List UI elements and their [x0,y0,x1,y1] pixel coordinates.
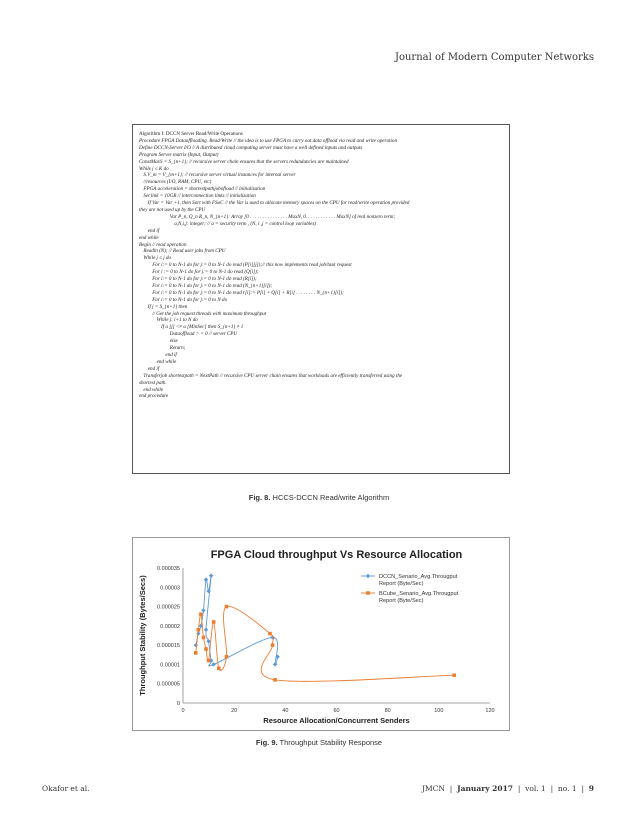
footer-page: 9 [588,784,594,793]
legend-marker-bcube [366,591,370,595]
data-point-bcube [199,612,203,616]
data-point-bcube [197,628,201,632]
x-tick-label: 20 [231,708,238,714]
y-tick-label: 0.00001 [160,662,180,669]
algorithm-line: // Get the job request threads with maximum throughput [152,310,267,317]
fig9-label: Fig. 9. [255,738,278,747]
data-point-bcube [271,643,275,647]
data-point-bcube [452,673,456,677]
footer-issue [422,784,594,793]
data-point-bcube [212,620,216,624]
data-point-bcube [194,651,198,655]
y-tick-label: 0.000015 [157,643,180,650]
series-line-bcube [196,606,454,681]
algorithm-line: For i := 0 to N-1 do for j:= 0 to N-1 do read (Q[i]); [152,269,259,276]
algorithm-line: S.V_m = V_{m+1}; // recursive server virtual instances for internal server [143,172,296,179]
footer-journal: JMCN [421,784,445,793]
legend-label-cont: Report (Byte/Sec) [379,581,424,587]
series-line-dccn [196,575,278,667]
y-tick-label: 0.00002 [160,623,180,630]
chart-title: FPGA Cloud throughput Vs Resource Allocation [210,549,463,561]
x-axis-label: Resource Allocation/Concurrent Senders [263,716,410,725]
data-point-dccn [212,662,216,666]
algorithm-box [132,124,510,474]
algorithm-line: end while [139,234,159,241]
algorithm-line: Define DCCN-Server I/O // A distributed cloud computing server must have a well defined inputs and outputs [139,144,363,151]
algorithm-line: FPGA acceleration = shortestpathjobofload // initialization [143,186,266,193]
fig9-text: Throughput Stability Response [277,738,383,747]
algorithm-line: Var P_n, Q_n R_n, N_{n+1}: Array [0 . . . . . . . . . . . . . . . MaxN, 0. . . . . . . . . . . . MaxN] of real nonzero term; [169,213,396,220]
legend-label-cont: Report (Byte/Sec) [379,598,424,604]
algorithm-line: ConstMaxS = S_{n+1}; // recursive server chain ensures that the servers redundancies are maintained [139,158,349,165]
algorithm-line: For i:= 0 to N-1 do for j:= 0 to N do [152,296,228,303]
footer-sep: | [550,784,554,793]
data-point-dccn [194,643,198,647]
y-tick-label: 0.00003 [160,585,180,592]
algorithm-line: Begin // read operation [139,241,187,248]
algorithm-line: end while [156,358,177,365]
footer-date: January 2017 [457,784,514,793]
algorithm-line: While j ≤ j do [143,255,172,262]
data-point-bcube [273,678,277,682]
algorithm-line: end if [147,227,160,234]
footer-sep: | [581,784,584,793]
algorithm-line: end procedure [139,393,169,400]
algorithm-line: For i:= 0 to N-1 do for j:= 0 to N-1 do read (R[i]); [152,276,257,283]
fig8-label: Fig. 8. [248,493,271,502]
algorithm-line: end if [165,352,177,358]
data-point-dccn [204,577,208,581]
y-tick-label: 0.000005 [157,681,180,688]
footer-number: no. 1 [557,784,577,793]
algorithm-line: Dataoffload > = 0 // server CPU [169,331,238,338]
algorithm-line: Readln (N); // Read user jobs from CPU [143,248,226,255]
data-point-dccn [206,639,210,643]
throughput-chart [133,538,509,730]
algorithm-line: While j: i+1 to N do [156,317,198,324]
algorithm-line: For i:= 0 to N-1 do for j:= 0 to N-1 do read r[i]:= P[i] + Q[i] + R[i] . . . . . . . . N_{n+1}[i]); [152,289,344,296]
algorithm-line: Transferjob shortestpath = NextPath // recursive CPU server chain ensures that workloads are efficiently transferred using the [143,372,403,379]
fig8-text: HCCS-DCCN Read/write Algorithm [270,493,390,502]
data-point-bcube [225,655,229,659]
chart-container [132,537,510,731]
x-tick-label: 80 [384,708,391,714]
algorithm-line: end while [143,386,164,393]
algorithm-line: they are not used up by the CPU [139,206,206,213]
data-point-dccn [201,608,205,612]
algorithm-line: Program Server matrix (Input, Output) [139,151,219,158]
footer-volume: vol. 1 [525,784,546,793]
y-tick-label: 0.000035 [157,566,180,572]
algorithm-line: For i:= 0 to N-1 do for j:= 0 to N-1 do read (N_{n+1}[i]); [152,282,273,289]
data-point-bcube [204,647,208,651]
journal-header: Journal of Modern Computer Networks [394,52,594,63]
algorithm-line: If a [j] <≠ a [MinSec] then S_{n+1} ≠ 1 [161,324,244,331]
data-point-bcube [268,632,272,636]
x-tick-label: 60 [333,708,340,714]
footer-sep: | [517,784,521,793]
fig8-caption [0,493,638,502]
x-tick-label: 120 [485,708,495,714]
data-point-bcube [207,659,211,663]
algorithm-line: end if [147,365,160,372]
fig9-caption [0,738,638,747]
algorithm-line: a,N,i,j: integer; // a = security term , (N, i ,j = control loop variables) [174,220,317,227]
y-tick-label: 0 [176,701,180,707]
algorithm-line: Procedure FPGA Dataoffloading. Read/Write // the idea is to use FPGA to carry out data offload via read and write operation [139,137,398,144]
x-tick-label: 100 [434,708,444,714]
data-point-bcube [217,666,221,670]
data-point-bcube [225,605,229,609]
algorithm-line: Algorithm I: DCCN Server Read/Write Operations [139,131,243,137]
legend-label: DCCN_Senario_Avg.Througput [379,574,458,580]
footer-authors: Okafor et al. [42,784,90,793]
data-point-dccn [209,574,213,578]
algorithm-line: Return; [169,345,186,352]
algorithm-line: //resources (I/O, RAM, CPU, etc) [143,179,212,186]
legend-marker-dccn [366,574,370,578]
algorithm-line: While j ≤ K do [139,165,169,172]
algorithm-line: shortest path. [139,379,167,386]
algorithm-line: else [169,338,178,345]
y-axis-label: Throughput Stability (Bytes/Secs) [138,575,147,696]
x-tick-label: 40 [282,708,289,714]
algorithm-line: For i:= 0 to N-1 do for j:= 0 to N-1 do read (P[i][j]);// this now implements read job/task request [152,262,352,269]
y-tick-label: 0.000025 [157,604,180,611]
algorithm-line: Set link = 10GB // interconnection links // initialization [143,193,256,200]
algorithm-line: If Var = Var +1, then Sort with FSoC // the Var is used to allocate memory spaces on the CPU for read/write operation provided [147,200,410,207]
footer-sep: | [449,784,453,793]
data-point-dccn [204,628,208,632]
legend-label: BCube_Senario_Avg.Througput [379,591,459,597]
data-point-bcube [202,636,206,640]
algorithm-line: If j = S_{n+1} then [147,303,188,310]
x-tick-label: 0 [181,708,185,714]
